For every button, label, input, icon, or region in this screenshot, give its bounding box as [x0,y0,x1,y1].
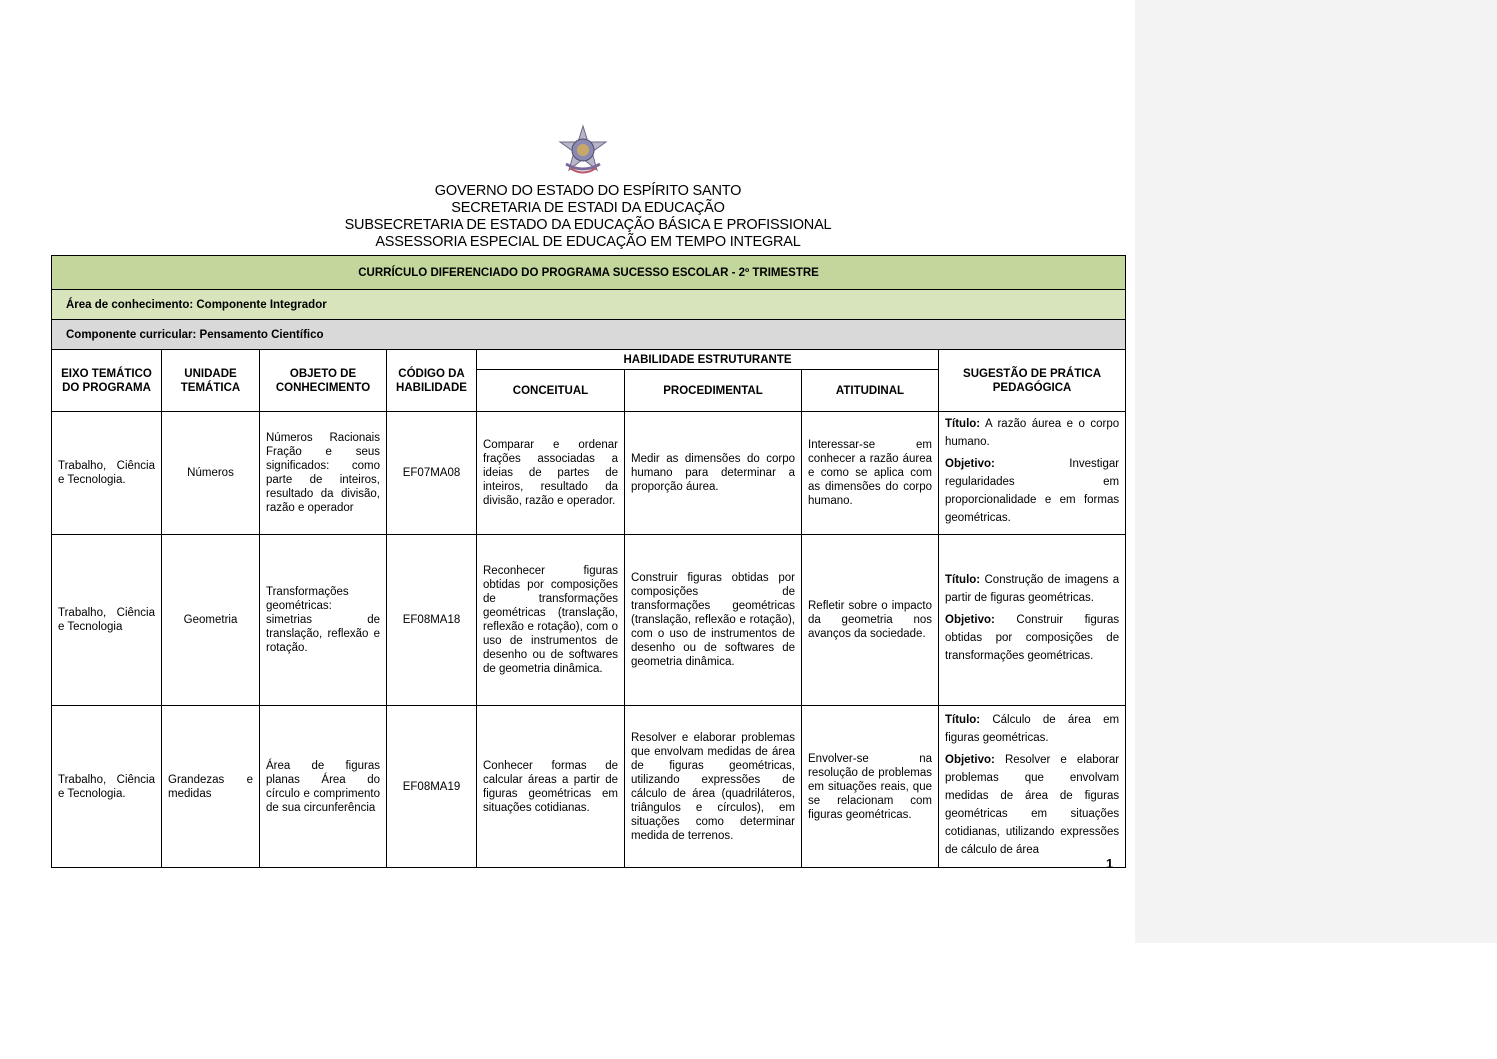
cell-codigo: EF07MA08 [387,412,477,535]
cell-conceitual: Conhecer formas de calcular áreas a partir de figuras geométricas em situações cotidianas. [477,706,625,868]
header-line-3: SUBSECRETARIA DE ESTADO DA EDUCAÇÃO BÁSICA E PROFISSIONAL [344,217,832,233]
cell-codigo: EF08MA19 [387,706,477,868]
sugestao-titulo: Construção de imagens a partir de figuras geométricas. [945,574,1120,604]
column-header-unidade: UNIDADE TEMÁTICA [162,350,260,412]
table-row [52,412,1126,535]
sugestao-titulo-label: Título: [945,418,981,430]
cell-unidade: Grandezas e medidas [162,706,260,868]
cell-conceitual: Comparar e ordenar frações associadas a ideias de partes de inteiros, resultado da divisão, razão e operador. [477,412,625,535]
page-number: 1 [1106,856,1114,871]
column-header-habilidade: HABILIDADE ESTRUTURANTE [477,350,939,370]
sugestao-objetivo-label: Objetivo: [945,614,995,626]
cell-objeto: Números Racionais Fração e seus significados: como parte de inteiros, resultado da divisão, razão e operador [260,412,387,535]
column-header-conceitual: CONCEITUAL [477,370,625,412]
cell-procedimental: Medir as dimensões do corpo humano para determinar a proporção áurea. [625,412,802,535]
document-header [52,183,1124,251]
header-line-4: ASSESSORIA ESPECIAL DE EDUCAÇÃO EM TEMPO INTEGRAL [375,234,801,250]
column-header-sugestao: SUGESTÃO DE PRÁTICA PEDAGÓGICA [939,350,1126,412]
cell-sugestao [939,706,1126,868]
table-row [52,535,1126,706]
sugestao-objetivo: Construir figuras obtidas por composições de transformações geométricas. [945,614,1120,662]
sugestao-titulo-label: Título: [945,713,981,726]
sugestao-objetivo-label: Objetivo: [945,753,995,766]
knowledge-area: Área de conhecimento: Componente Integrador [52,290,1126,320]
table-title: CURRÍCULO DIFERENCIADO DO PROGRAMA SUCESSO ESCOLAR - 2º TRIMESTRE [52,256,1126,290]
curricular-component: Componente curricular: Pensamento Científico [52,320,1126,350]
cell-objeto: Área de figuras planas Área do círculo e comprimento de sua circunferência [260,706,387,868]
column-header-procedimental: PROCEDIMENTAL [625,370,802,412]
cell-unidade: Geometria [162,535,260,706]
column-header-atitudinal: ATITUDINAL [802,370,939,412]
cell-unidade: Números [162,412,260,535]
cell-objeto: Transformações geométricas: simetrias de translação, reflexão e rotação. [260,535,387,706]
cell-eixo: Trabalho, Ciência e Tecnologia. [52,412,162,535]
column-header-eixo: EIXO TEMÁTICO DO PROGRAMA [52,350,162,412]
cell-atitudinal: Envolver-se na resolução de problemas em situações reais, que se relacionam com figuras geométricas. [802,706,939,868]
sugestao-objetivo-label: Objetivo: [945,458,995,470]
state-coat-of-arms-icon [556,124,610,178]
comments-sidebar [1135,0,1497,943]
cell-conceitual: Reconhecer figuras obtidas por composições de transformações geométricas (translação, reflexão e rotação), com o uso de instrumentos de desenho ou de softwares de geometria dinâmica. [477,535,625,706]
header-line-2: SECRETARIA DE ESTADI DA EDUCAÇÃO [451,200,725,216]
sugestao-objetivo: Investigar regularidades em proporcionalidade e em formas geométricas. [945,458,1120,524]
curriculum-table [51,255,1126,868]
cell-atitudinal: Refletir sobre o impacto da geometria nos avanços da sociedade. [802,535,939,706]
cell-eixo: Trabalho, Ciência e Tecnologia [52,535,162,706]
column-header-codigo: CÓDIGO DA HABILIDADE [387,350,477,412]
cell-procedimental: Construir figuras obtidas por composições de transformações geométricas (translação, reflexão e rotação), com o uso de instrumentos de desenho ou de softwares de geometria dinâmica. [625,535,802,706]
cell-atitudinal: Interessar-se em conhecer a razão áurea e como se aplica com as dimensões do corpo humano. [802,412,939,535]
cell-eixo: Trabalho, Ciência e Tecnologia. [52,706,162,868]
sugestao-titulo-label: Título: [945,574,981,586]
sugestao-objetivo: Resolver e elaborar problemas que envolvam medidas de área de figuras geométricas em situações cotidianas, utilizando expressões de cálculo de área [945,753,1120,856]
cell-sugestao [939,535,1126,706]
sugestao-titulo: A razão áurea e o corpo humano. [945,418,1120,448]
sugestao-titulo: Cálculo de área em figuras geométricas. [945,713,1120,744]
header-line-1: GOVERNO DO ESTADO DO ESPÍRITO SANTO [434,183,742,199]
table-row [52,706,1126,868]
column-header-objeto: OBJETO DE CONHECIMENTO [260,350,387,412]
cell-sugestao [939,412,1126,535]
cell-codigo: EF08MA18 [387,535,477,706]
cell-procedimental: Resolver e elaborar problemas que envolvam medidas de área de figuras geométricas, utilizando expressões de cálculo de área (quadriláteros, triângulos e círculos), em situações como determinar medida de terrenos. [625,706,802,868]
